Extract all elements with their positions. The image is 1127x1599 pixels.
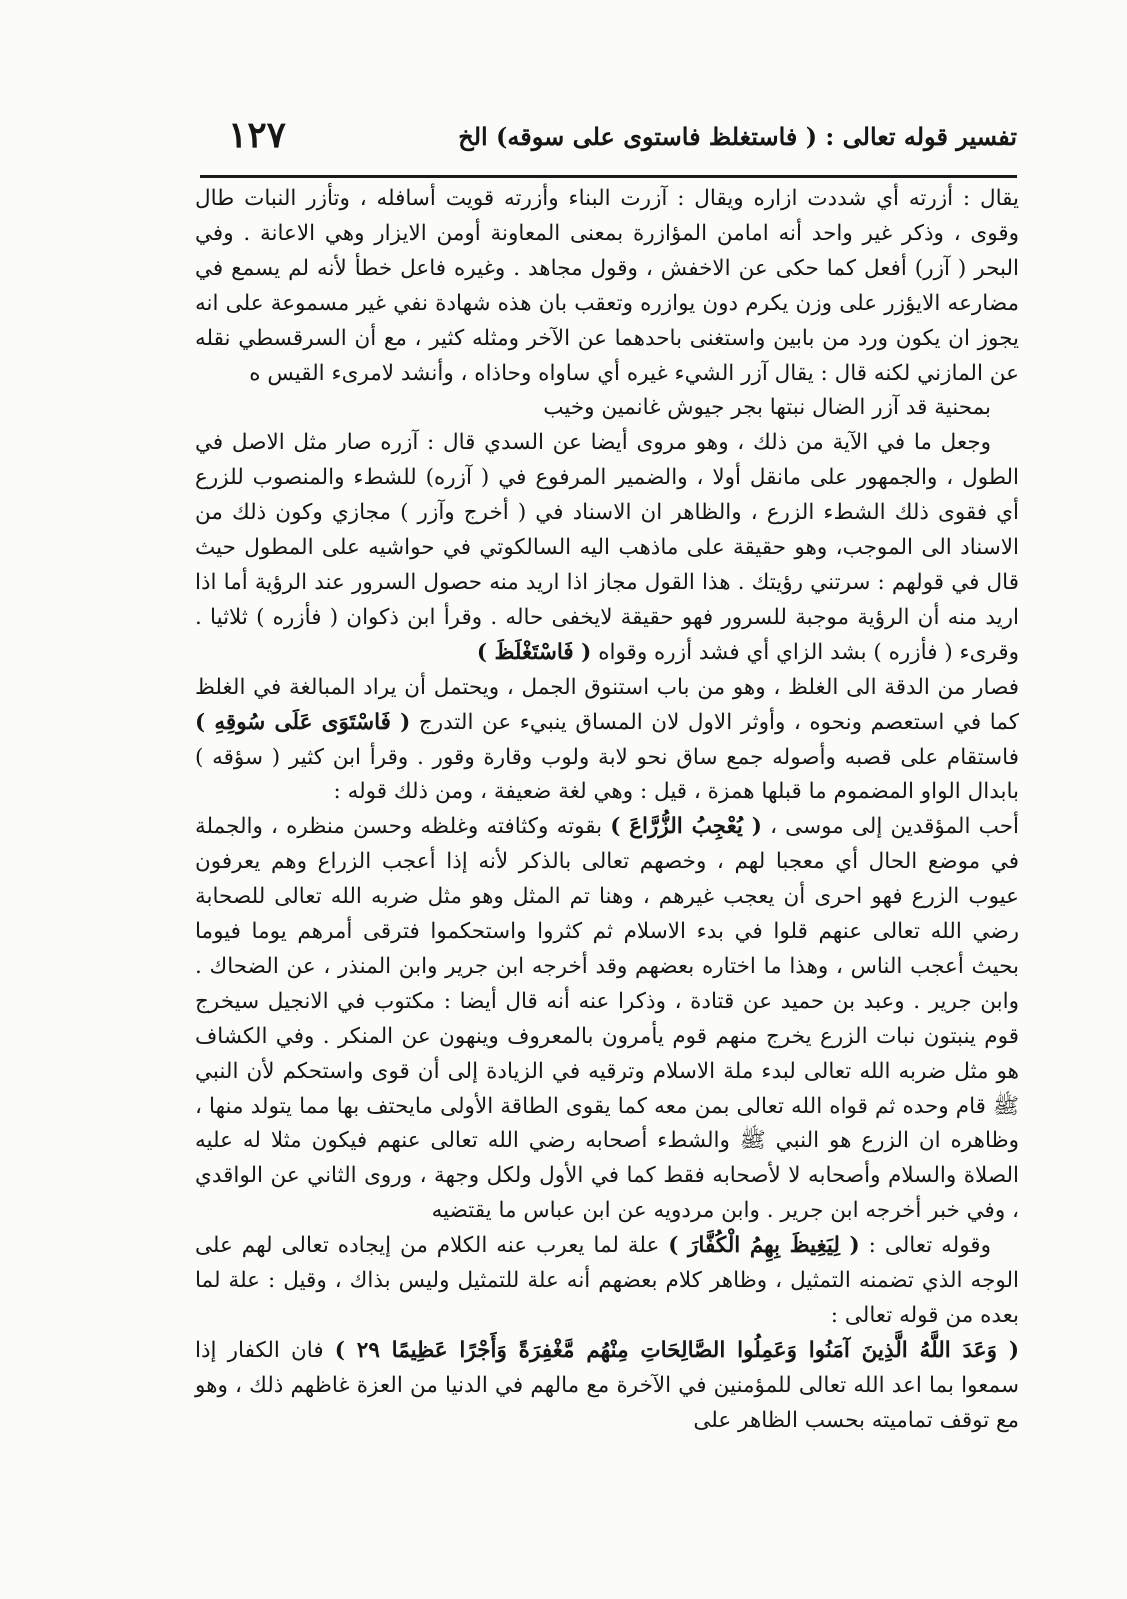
quran-quote: ( وَعَدَ اللَّهُ الَّذِينَ آمَنُوا وَعَمِلُوا الصَّالِحَاتِ مِنْهُم مَّغْفِرَةً وَأَجْرًا عَظِيمًا ٢٩ ) bbox=[334, 1337, 1019, 1363]
page-number: ١٢٧ bbox=[228, 114, 287, 156]
paragraph bbox=[195, 671, 1019, 811]
paragraph-tail: بقوته وكثافته وغلظه وحسن منظره ، والجملة في موضع الحال أي معجبا لهم ، وخصهم تعالى بالذكر لأنه إذا أعجب الزراع وهم يعرفون عيوب الزرع فهو احرى أن يعجب غيرهم ، وهنا تم المثل وهو مثل ضربه الله تعالى للصحابة رضي الله تعالى عنهم قلوا في بدء الاسلام ثم كثروا واستحكموا فترقى أمرهم يوما فيوما بحيث أعجب الناس ، وهذا ما اختاره بعضهم وقد أخرجه ابن جرير وابن المنذر ، عن الضحاك . وابن جرير . وعبد بن حميد عن قتادة ، وذكرا عنه أنه قال أيضا : مكتوب في الانجيل سيخرج قوم ينبتون نبات الزرع يخرج منهم قوم يأمرون بالمعروف وينهون عن المنكر . وفي الكشاف هو مثل ضربه الله تعالى لبدء ملة الاسلام وترقيه في الزيادة إلى أن قوى واستحكم لأن النبي ﷺ قام وحده ثم قواه الله تعالى بمن معه كما يقوى الطاقة الأولى مايحتف بها مما يتولد منها ، وظاهره ان الزرع هو النبي ﷺ والشطء أصحابه رضي الله تعالى عنهم فيكون مثلا له عليه الصلاة والسلام وأصحابه لا لأصحابه فقط كما في الأول ولكل وجهة ، وروى الثاني عن الواقدي ، وفي خبر أخرجه ابن جرير . وابن مردويه عن ابن عباس ما يقتضيه bbox=[195, 814, 1019, 1224]
commentary-text bbox=[195, 182, 1019, 1559]
paragraph-text: أحب المؤقدين إلى موسى ، bbox=[770, 814, 1019, 840]
paragraph-tail: فاستقام على قصبه وأصوله جمع ساق نحو لابة ولوب وقارة وقور . وقرأ ابن كثير ( سؤقه ) بابدال الواو المضموم ما قبلها همزة ، قيل : وهي لغة ضعيفة ، ومن ذلك قوله : bbox=[195, 744, 1019, 805]
paragraph-text: وجعل ما في الآية من ذلك ، وهو مروى أيضا عن السدي قال : آزره صار مثل الاصل في الطول ، والجمهور على مانقل أولا ، والضمير المرفوع في ( آزره) للشطء والمنصوب للزرع أي فقوى ذلك الشطء الزرع ، والظاهر ان الاسناد في ( أخرج وآزر ) مجازي وكون ذلك من الاسناد الى الموجب، وهو حقيقة على ماذهب اليه السالكوتي في حواشيه على المطول حيث قال في قولهم : سرتني رؤيتك . هذا القول مجاز اذا اريد منه حصول السرور عند الرؤية أما اذا اريد منه أن الرؤية موجبة للسرور فهو حقيقة لايخفى حاله . وقرأ ابن ذكوان ( فأزره ) ثلاثيا . وقرىء ( فأزره ) بشد الزاي أي فشد أزره وقواه bbox=[195, 430, 1019, 665]
paragraph-text: يقال : أزرته أي شددت ازاره ويقال : آزرت البناء وأزرته قويت أسافله ، وتأزر النبات طال وقوى ، وذكر غير واحد أنه امامن المؤازرة بمعنى المعاونة أومن الايزار وهي الاعانة . وفي البحر ( آزر) أفعل كما حكى عن الاخفش ، وقول مجاهد . وغيره فاعل خطأ لأنه لم يسمع في مضارعه الايؤزر على وزن يكرم دون يوازره وتعقب بان هذه شهادة نفي غير مسموعة على انه يجوز ان يكون ورد من بابين واستغنى باحدهما عن الآخر ومثله كثير ، مع أن السرقسطي نقله عن المازني لكنه قال : يقال آزر الشيء غيره أي ساواه وحاذاه ، وأنشد لامرىء القيس ه bbox=[195, 186, 1019, 386]
paragraph bbox=[195, 1334, 1019, 1439]
paragraph bbox=[195, 426, 1019, 670]
paragraph-tail: فان الكفار إذا سمعوا بما اعد الله تعالى للمؤمنين في الآخرة مع مالهم في الدنيا من العزة غاظهم ذلك ، وهو مع توقف تماميته بحسب الظاهر على bbox=[195, 1337, 1019, 1433]
quran-quote: ( فَاسْتَغْلَظَ ) bbox=[476, 639, 592, 665]
poem-text: بمحنية قد آزر الضال نبتها بجر جيوش غانمين وخيب bbox=[543, 395, 991, 421]
quran-quote: ( لِيَغِيظَ بِهِمُ الْكُفَّارَ ) bbox=[668, 1233, 860, 1259]
paragraph-tail: علة لما يعرب عنه الكلام من إيجاده تعالى لهم على الوجه الذي تضمنه التمثيل ، وظاهر كلام بعضهم أنه علة للتمثيل وليس بذاك ، وقيل : علة لما بعده من قوله تعالى : bbox=[195, 1233, 1019, 1328]
page-header bbox=[200, 114, 1017, 166]
paragraph-text: وقوله تعالى : bbox=[868, 1233, 991, 1259]
header-rule bbox=[200, 175, 1017, 178]
poem-verse bbox=[195, 391, 1019, 426]
quran-quote: ( فَاسْتَوَى عَلَى سُوقِهِ ) bbox=[195, 709, 411, 735]
paragraph bbox=[195, 810, 1019, 1229]
paragraph-text: فصار من الدقة الى الغلظ ، وهو من باب استنوق الجمل ، ويحتمل أن يراد المبالغة في الغلظ كما في استعصم ونحوه ، وأوثر الاول لان المساق ينبيء عن التدرج bbox=[195, 674, 1019, 735]
quran-quote: ( يُعْجِبُ الزُّرَّاعَ ) bbox=[610, 814, 762, 840]
paragraph bbox=[195, 182, 1019, 391]
paragraph bbox=[195, 1229, 1019, 1334]
running-title: تفسير قوله تعالى : ( فاستغلظ فاستوى على سوقه) الخ bbox=[458, 122, 1017, 151]
